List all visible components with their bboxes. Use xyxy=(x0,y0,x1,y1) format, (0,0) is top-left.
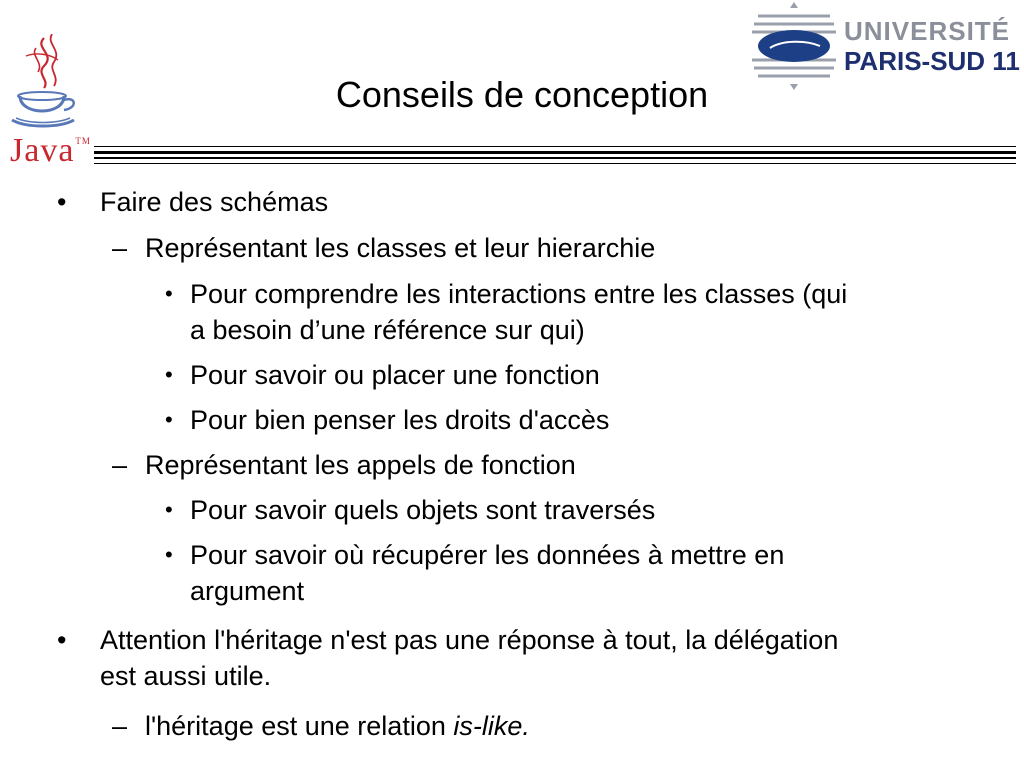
bullet-text-continued: est aussi utile. xyxy=(100,661,272,691)
university-name-line1: UNIVERSITÉ xyxy=(844,16,1011,46)
java-wordmark-text: Java xyxy=(10,132,75,169)
java-wordmark xyxy=(10,132,90,170)
bullet-item xyxy=(165,537,980,609)
bullet-text-continued: argument xyxy=(190,576,305,606)
bullet-marker: • xyxy=(57,625,67,655)
bullet-text: Représentant les appels de fonction xyxy=(145,450,576,480)
bullet-item xyxy=(165,276,980,348)
bullet-marker: • xyxy=(165,407,173,432)
bullet-item xyxy=(165,357,980,393)
bullet-item xyxy=(57,622,980,694)
bullet-item xyxy=(112,230,985,266)
bullet-item xyxy=(112,708,985,744)
bullet-text: Pour savoir où récupérer les données à mettre en xyxy=(190,540,785,570)
bullet-marker: – xyxy=(112,711,128,741)
bullet-item xyxy=(165,402,980,438)
title-divider xyxy=(94,146,1016,164)
bullet-item xyxy=(57,184,980,220)
bullet-text: Faire des schémas xyxy=(100,187,329,217)
divider-line xyxy=(94,163,1016,164)
bullet-item xyxy=(165,492,980,528)
bullet-marker: • xyxy=(57,187,67,217)
divider-line xyxy=(94,157,1016,159)
bullet-marker: – xyxy=(112,450,128,480)
bullet-text: Attention l'héritage n'est pas une réponse à tout, la délégation xyxy=(100,625,839,655)
bullet-text-emphasis: is-like. xyxy=(453,711,530,741)
bullet-marker: • xyxy=(165,542,173,567)
divider-line xyxy=(94,151,1016,154)
bullet-item xyxy=(112,447,985,483)
bullet-marker: • xyxy=(165,281,173,306)
slide-title: Conseils de conception xyxy=(335,74,709,115)
bullet-text: Pour savoir quels objets sont traversés xyxy=(190,495,656,525)
bullet-marker: • xyxy=(165,362,173,387)
java-trademark: TM xyxy=(75,136,91,146)
bullet-marker: – xyxy=(112,233,128,263)
bullet-text: Pour bien penser les droits d'accès xyxy=(190,405,610,435)
bullet-text: Pour savoir ou placer une fonction xyxy=(190,360,600,390)
bullet-text: Pour comprendre les interactions entre les classes (qui xyxy=(190,279,848,309)
bullet-text-continued: a besoin d’une référence sur qui) xyxy=(190,315,585,345)
university-name xyxy=(844,18,1020,74)
university-name-line2: PARIS-SUD 11 xyxy=(844,46,1020,76)
divider-line xyxy=(94,146,1016,147)
bullet-text: l'héritage est une relation xyxy=(145,711,454,741)
bullet-marker: • xyxy=(165,497,173,522)
bullet-text: Représentant les classes et leur hierarchie xyxy=(145,233,656,263)
